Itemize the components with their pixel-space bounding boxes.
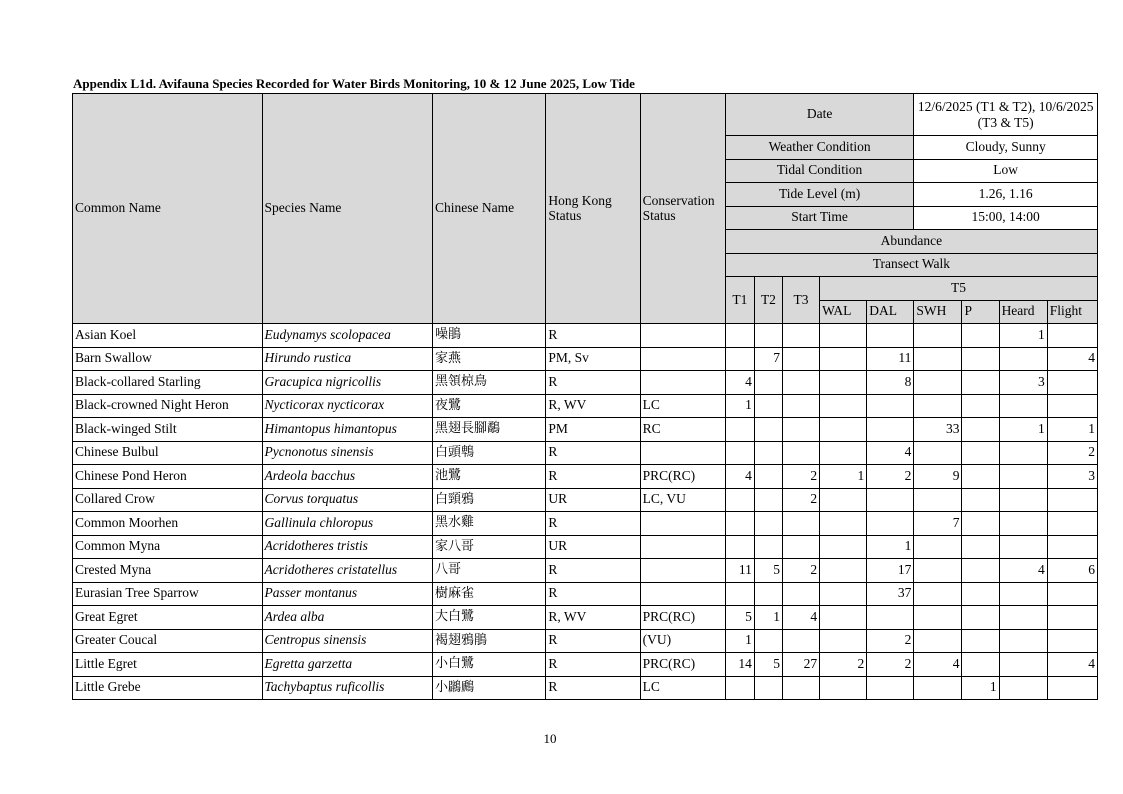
cell-hk: R (546, 653, 640, 677)
cell-t2 (754, 371, 782, 395)
cell-wal (820, 535, 867, 559)
cell-species: Ardea alba (262, 606, 432, 630)
cell-swh (914, 441, 962, 465)
table-row (73, 653, 1098, 677)
page-number: 10 (543, 731, 557, 746)
cell-t2 (754, 535, 782, 559)
cell-chinese: 白頭鵯 (433, 441, 546, 465)
cell-flight (1047, 371, 1097, 395)
cell-p (962, 371, 999, 395)
cell-swh: 33 (914, 418, 962, 442)
table-row (73, 394, 1098, 418)
cell-hk: R (546, 371, 640, 395)
cell-flight: 4 (1047, 653, 1097, 677)
cell-swh (914, 559, 962, 583)
cell-chinese: 夜鷺 (433, 394, 546, 418)
cell-cons (640, 441, 725, 465)
cell-chinese: 家燕 (433, 347, 546, 371)
cell-hk: R (546, 629, 640, 653)
cell-p: 1 (962, 676, 999, 700)
cell-t3 (782, 629, 819, 653)
cell-wal (820, 629, 867, 653)
cell-dal: 2 (867, 465, 914, 489)
cell-dal (867, 418, 914, 442)
cell-cons: LC (640, 394, 725, 418)
cell-species: Ardeola bacchus (262, 465, 432, 489)
cell-hk: PM, Sv (546, 347, 640, 371)
cell-t2: 5 (754, 653, 782, 677)
cell-t1 (725, 582, 754, 606)
cell-hk: R (546, 465, 640, 489)
cell-species: Himantopus himantopus (262, 418, 432, 442)
cell-wal (820, 488, 867, 512)
cell-species: Corvus torquatus (262, 488, 432, 512)
cell-common: Chinese Pond Heron (73, 465, 263, 489)
cell-t2 (754, 582, 782, 606)
cell-t1 (725, 441, 754, 465)
cell-heard (999, 606, 1047, 630)
header-wal: WAL (820, 300, 867, 324)
cell-t2 (754, 676, 782, 700)
cell-heard (999, 676, 1047, 700)
cell-swh: 4 (914, 653, 962, 677)
header-hk-status: Hong Kong Status (546, 94, 640, 324)
cell-common: Little Egret (73, 653, 263, 677)
cell-swh (914, 606, 962, 630)
header-date-label: Date (725, 94, 914, 136)
header-t5: T5 (820, 277, 1098, 301)
cell-wal (820, 441, 867, 465)
cell-hk: R, WV (546, 606, 640, 630)
table-row (73, 512, 1098, 536)
cell-heard: 1 (999, 418, 1047, 442)
cell-swh (914, 582, 962, 606)
cell-t1: 11 (725, 559, 754, 583)
cell-wal (820, 371, 867, 395)
cell-t2: 7 (754, 347, 782, 371)
cell-t2 (754, 324, 782, 348)
header-swh: SWH (914, 300, 962, 324)
cell-wal (820, 418, 867, 442)
header-weather-label: Weather Condition (725, 136, 914, 160)
cell-p (962, 653, 999, 677)
table-row (73, 629, 1098, 653)
header-flight: Flight (1047, 300, 1097, 324)
cell-t3: 27 (782, 653, 819, 677)
cell-t1: 5 (725, 606, 754, 630)
cell-chinese: 樹麻雀 (433, 582, 546, 606)
cell-p (962, 535, 999, 559)
species-table (72, 93, 1098, 700)
cell-cons (640, 559, 725, 583)
cell-wal: 1 (820, 465, 867, 489)
cell-cons: PRC(RC) (640, 653, 725, 677)
cell-wal (820, 394, 867, 418)
cell-species: Centropus sinensis (262, 629, 432, 653)
cell-cons (640, 582, 725, 606)
cell-cons (640, 324, 725, 348)
cell-t3: 4 (782, 606, 819, 630)
cell-species: Acridotheres tristis (262, 535, 432, 559)
cell-chinese: 褐翅鴉鵑 (433, 629, 546, 653)
table-row (73, 606, 1098, 630)
cell-p (962, 629, 999, 653)
cell-flight: 3 (1047, 465, 1097, 489)
cell-heard: 4 (999, 559, 1047, 583)
header-p: P (962, 300, 999, 324)
cell-wal (820, 512, 867, 536)
cell-t2 (754, 488, 782, 512)
cell-flight: 2 (1047, 441, 1097, 465)
cell-dal: 17 (867, 559, 914, 583)
cell-wal (820, 347, 867, 371)
table-row (73, 418, 1098, 442)
cell-species: Passer montanus (262, 582, 432, 606)
cell-chinese: 家八哥 (433, 535, 546, 559)
cell-dal: 1 (867, 535, 914, 559)
header-chinese-name: Chinese Name (433, 94, 546, 324)
cell-common: Asian Koel (73, 324, 263, 348)
cell-common: Black-collared Starling (73, 371, 263, 395)
cell-t1 (725, 347, 754, 371)
header-start-time-label: Start Time (725, 206, 914, 230)
header-t2: T2 (754, 277, 782, 324)
cell-dal (867, 324, 914, 348)
cell-chinese: 黑翅長腳鷸 (433, 418, 546, 442)
cell-swh (914, 371, 962, 395)
cell-swh (914, 629, 962, 653)
cell-heard (999, 394, 1047, 418)
cell-heard: 3 (999, 371, 1047, 395)
cell-t3: 2 (782, 465, 819, 489)
cell-dal: 4 (867, 441, 914, 465)
cell-dal: 11 (867, 347, 914, 371)
table-row (73, 465, 1098, 489)
cell-cons (640, 347, 725, 371)
cell-common: Common Myna (73, 535, 263, 559)
cell-t2 (754, 441, 782, 465)
cell-common: Greater Coucal (73, 629, 263, 653)
cell-chinese: 黑水雞 (433, 512, 546, 536)
table-row (73, 559, 1098, 583)
cell-t2 (754, 394, 782, 418)
cell-common: Black-winged Stilt (73, 418, 263, 442)
cell-swh (914, 535, 962, 559)
cell-hk: R (546, 324, 640, 348)
cell-dal: 37 (867, 582, 914, 606)
table-row (73, 371, 1098, 395)
cell-species: Hirundo rustica (262, 347, 432, 371)
cell-p (962, 465, 999, 489)
cell-p (962, 394, 999, 418)
cell-heard (999, 582, 1047, 606)
cell-cons (640, 512, 725, 536)
cell-common: Crested Myna (73, 559, 263, 583)
cell-common: Common Moorhen (73, 512, 263, 536)
cell-chinese: 小白鷺 (433, 653, 546, 677)
cell-flight (1047, 676, 1097, 700)
cell-species: Tachybaptus ruficollis (262, 676, 432, 700)
cell-flight: 4 (1047, 347, 1097, 371)
cell-p (962, 441, 999, 465)
cell-t2 (754, 418, 782, 442)
cell-t3: 2 (782, 559, 819, 583)
cell-t3 (782, 418, 819, 442)
cell-heard (999, 512, 1047, 536)
cell-species: Nycticorax nycticorax (262, 394, 432, 418)
table-row (73, 347, 1098, 371)
cell-t1 (725, 324, 754, 348)
cell-t1: 4 (725, 371, 754, 395)
cell-dal: 2 (867, 629, 914, 653)
cell-species: Acridotheres cristatellus (262, 559, 432, 583)
cell-cons: RC (640, 418, 725, 442)
cell-t1 (725, 512, 754, 536)
cell-t2: 5 (754, 559, 782, 583)
cell-p (962, 418, 999, 442)
cell-flight (1047, 488, 1097, 512)
cell-common: Chinese Bulbul (73, 441, 263, 465)
cell-wal (820, 606, 867, 630)
cell-cons (640, 371, 725, 395)
cell-t1 (725, 676, 754, 700)
header-dal: DAL (867, 300, 914, 324)
cell-dal (867, 606, 914, 630)
cell-species: Eudynamys scolopacea (262, 324, 432, 348)
cell-dal (867, 676, 914, 700)
cell-hk: UR (546, 535, 640, 559)
cell-species: Egretta garzetta (262, 653, 432, 677)
cell-t2 (754, 629, 782, 653)
cell-p (962, 582, 999, 606)
cell-chinese: 池鷺 (433, 465, 546, 489)
cell-swh (914, 394, 962, 418)
cell-common: Black-crowned Night Heron (73, 394, 263, 418)
header-species-name: Species Name (262, 94, 432, 324)
cell-swh (914, 676, 962, 700)
cell-species: Gallinula chloropus (262, 512, 432, 536)
cell-cons: PRC(RC) (640, 465, 725, 489)
cell-chinese: 小鸊鷉 (433, 676, 546, 700)
header-heard: Heard (999, 300, 1047, 324)
cell-cons (640, 535, 725, 559)
table-row (73, 441, 1098, 465)
cell-swh (914, 324, 962, 348)
cell-wal (820, 582, 867, 606)
cell-t1 (725, 535, 754, 559)
header-tidal-value: Low (914, 159, 1098, 183)
cell-hk: R, WV (546, 394, 640, 418)
cell-wal (820, 559, 867, 583)
cell-flight (1047, 629, 1097, 653)
cell-t3 (782, 347, 819, 371)
header-tidal-label: Tidal Condition (725, 159, 914, 183)
cell-hk: R (546, 582, 640, 606)
cell-t1: 14 (725, 653, 754, 677)
cell-t1: 4 (725, 465, 754, 489)
cell-heard (999, 441, 1047, 465)
appendix-title: Appendix L1d. Avifauna Species Recorded for Water Birds Monitoring, 10 & 12 June 2025, Low Tide (73, 76, 635, 91)
cell-cons: (VU) (640, 629, 725, 653)
cell-p (962, 324, 999, 348)
cell-common: Eurasian Tree Sparrow (73, 582, 263, 606)
cell-chinese: 大白鷺 (433, 606, 546, 630)
header-tide-level-label: Tide Level (m) (725, 183, 914, 207)
cell-swh (914, 347, 962, 371)
cell-swh: 9 (914, 465, 962, 489)
table-row (73, 324, 1098, 348)
cell-p (962, 347, 999, 371)
cell-t3 (782, 324, 819, 348)
cell-t3 (782, 371, 819, 395)
cell-t1 (725, 418, 754, 442)
header-abundance: Abundance (725, 230, 1097, 254)
cell-t3 (782, 512, 819, 536)
cell-flight (1047, 324, 1097, 348)
cell-wal (820, 676, 867, 700)
cell-common: Collared Crow (73, 488, 263, 512)
cell-dal: 8 (867, 371, 914, 395)
cell-heard (999, 653, 1047, 677)
cell-dal (867, 394, 914, 418)
cell-hk: PM (546, 418, 640, 442)
table-row (73, 676, 1098, 700)
cell-hk: R (546, 676, 640, 700)
cell-hk: R (546, 559, 640, 583)
header-tide-level-value: 1.26, 1.16 (914, 183, 1098, 207)
header-date-value: 12/6/2025 (T1 & T2), 10/6/2025 (T3 & T5) (914, 94, 1098, 136)
cell-heard (999, 465, 1047, 489)
cell-chinese: 八哥 (433, 559, 546, 583)
cell-p (962, 488, 999, 512)
cell-flight (1047, 394, 1097, 418)
cell-chinese: 黑領椋鳥 (433, 371, 546, 395)
cell-t3 (782, 582, 819, 606)
header-weather-value: Cloudy, Sunny (914, 136, 1098, 160)
header-t3: T3 (782, 277, 819, 324)
cell-swh: 7 (914, 512, 962, 536)
cell-t3: 2 (782, 488, 819, 512)
cell-dal (867, 488, 914, 512)
cell-flight (1047, 512, 1097, 536)
header-common-name: Common Name (73, 94, 263, 324)
header-conservation-status: Conservation Status (640, 94, 725, 324)
cell-dal (867, 512, 914, 536)
header-t1: T1 (725, 277, 754, 324)
cell-flight (1047, 535, 1097, 559)
table-row (73, 535, 1098, 559)
cell-flight (1047, 606, 1097, 630)
cell-t3 (782, 441, 819, 465)
cell-cons: PRC(RC) (640, 606, 725, 630)
cell-t2 (754, 465, 782, 489)
cell-t3 (782, 535, 819, 559)
header-transect-walk: Transect Walk (725, 253, 1097, 277)
cell-species: Gracupica nigricollis (262, 371, 432, 395)
cell-hk: R (546, 441, 640, 465)
cell-wal (820, 324, 867, 348)
cell-t1: 1 (725, 394, 754, 418)
cell-hk: UR (546, 488, 640, 512)
cell-common: Little Grebe (73, 676, 263, 700)
cell-swh (914, 488, 962, 512)
table-row (73, 582, 1098, 606)
cell-chinese: 噪鵑 (433, 324, 546, 348)
cell-t3 (782, 394, 819, 418)
cell-flight (1047, 582, 1097, 606)
cell-p (962, 512, 999, 536)
cell-heard: 1 (999, 324, 1047, 348)
cell-t1 (725, 488, 754, 512)
cell-cons: LC, VU (640, 488, 725, 512)
table-row (73, 488, 1098, 512)
cell-heard (999, 488, 1047, 512)
cell-cons: LC (640, 676, 725, 700)
cell-flight: 1 (1047, 418, 1097, 442)
cell-t1: 1 (725, 629, 754, 653)
cell-dal: 2 (867, 653, 914, 677)
cell-p (962, 559, 999, 583)
cell-hk: R (546, 512, 640, 536)
cell-wal: 2 (820, 653, 867, 677)
cell-p (962, 606, 999, 630)
cell-t2 (754, 512, 782, 536)
cell-chinese: 白頸鴉 (433, 488, 546, 512)
cell-t2: 1 (754, 606, 782, 630)
cell-common: Barn Swallow (73, 347, 263, 371)
header-start-time-value: 15:00, 14:00 (914, 206, 1098, 230)
cell-heard (999, 629, 1047, 653)
cell-species: Pycnonotus sinensis (262, 441, 432, 465)
cell-t3 (782, 676, 819, 700)
cell-flight: 6 (1047, 559, 1097, 583)
cell-heard (999, 347, 1047, 371)
cell-heard (999, 535, 1047, 559)
species-rows (73, 324, 1098, 700)
cell-common: Great Egret (73, 606, 263, 630)
